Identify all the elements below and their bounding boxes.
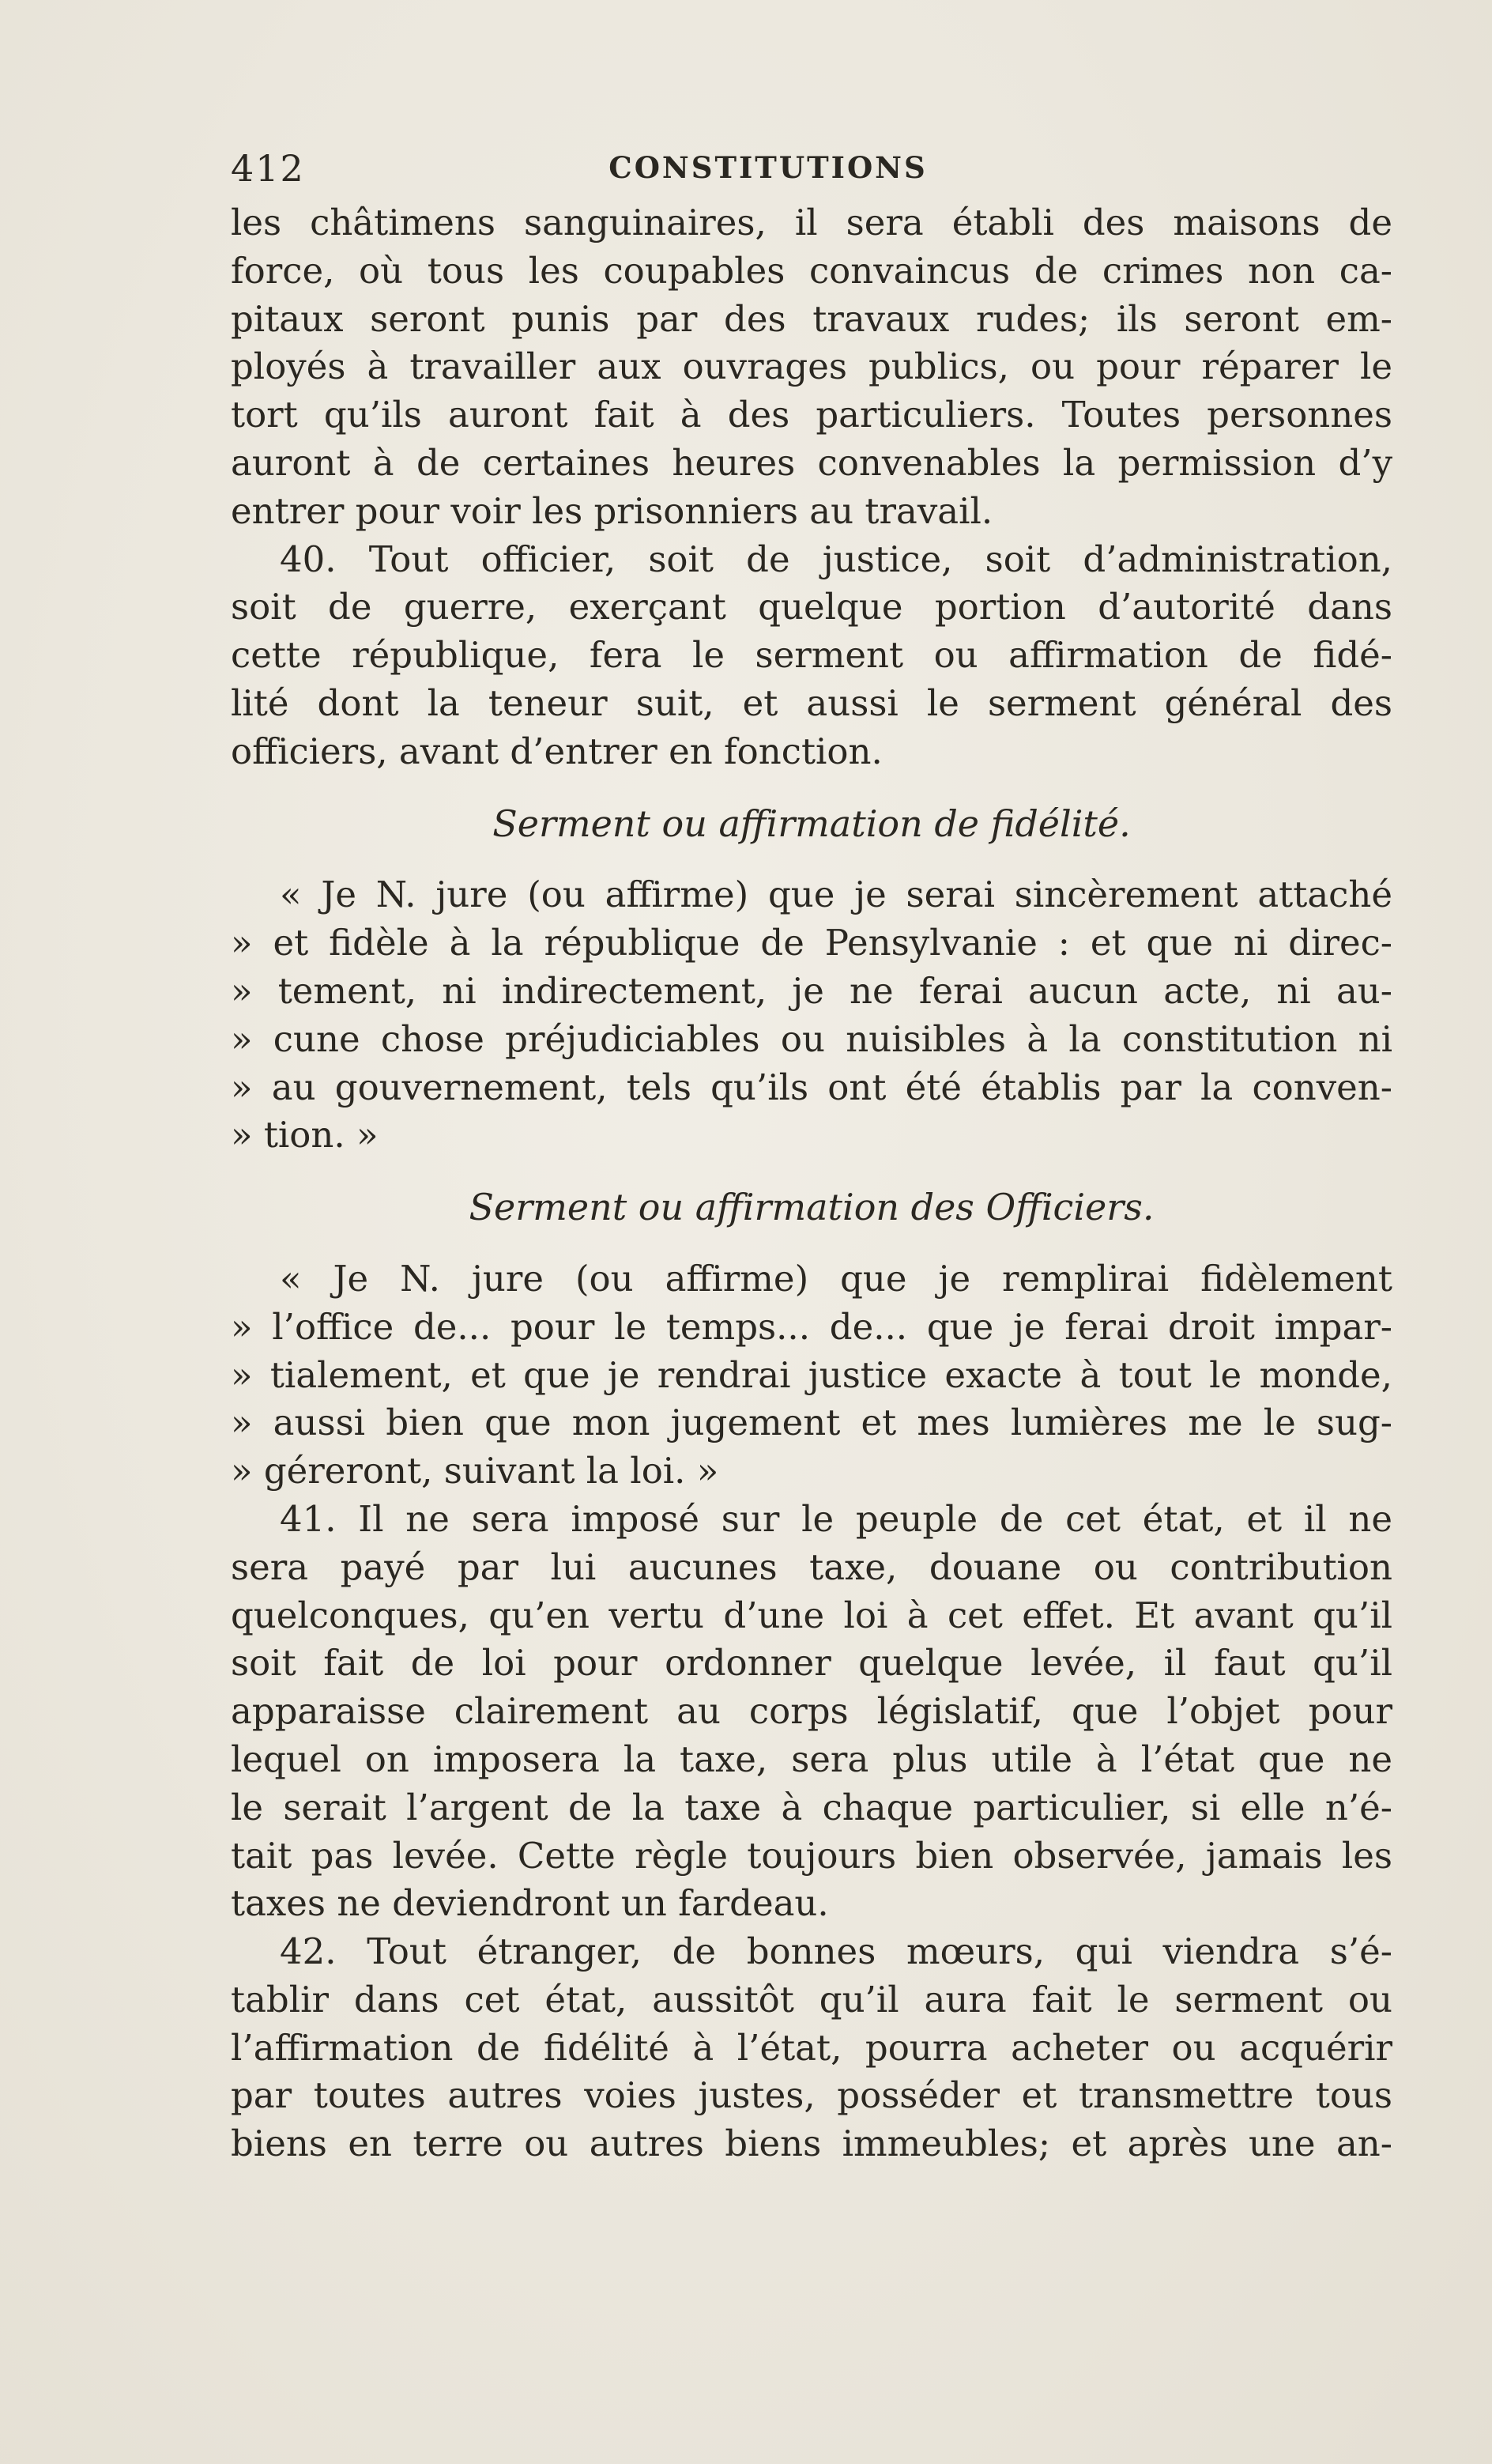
text-line: taxes ne deviendront un fardeau. xyxy=(231,1882,829,1925)
text-line: l’affirmation de fidélité à l’état, pourra acheter ou acquérir xyxy=(231,2026,1392,2069)
text-line: soit fait de loi pour ordonner quelque levée, il faut qu’il xyxy=(231,1642,1392,1685)
text-line: officiers, avant d’entrer en fonction. xyxy=(231,730,883,772)
text-line: soit de guerre, exerçant quelque portion d’autorité dans xyxy=(231,586,1392,628)
oath-title: Serment ou affirmation de fidélité. xyxy=(492,802,1131,845)
text-line: lequel on imposera la taxe, sera plus utile à l’état que ne xyxy=(231,1738,1392,1780)
text-line: » cune chose préjudiciables ou nuisibles à la constitution ni xyxy=(231,1017,1392,1060)
text-line: « Je N. jure (ou affirme) que je remplirai fidèlement xyxy=(280,1257,1392,1300)
oath-quote xyxy=(231,1255,1392,1496)
text-line: 41. Il ne sera imposé sur le peuple de cet état, et il ne xyxy=(280,1497,1392,1540)
oath-title: Serment ou affirmation des Officiers. xyxy=(469,1186,1155,1229)
page-body xyxy=(231,199,1392,2168)
page-number: 412 xyxy=(231,147,305,190)
text-line: lité dont la teneur suit, et aussi le serment général des xyxy=(231,681,1392,724)
running-title: CONSTITUTIONS xyxy=(608,150,928,185)
page-header xyxy=(231,147,1392,194)
text-line: tait pas levée. Cette règle toujours bien observée, jamais les xyxy=(231,1834,1392,1877)
text-line: quelconques, qu’en vertu d’une loi à cet effet. Et avant qu’il xyxy=(231,1594,1392,1636)
text-line: les châtimens sanguinaires, il sera établi des maisons de xyxy=(231,202,1392,243)
text-line: tort qu’ils auront fait à des particuliers. Toutes personnes xyxy=(231,394,1392,436)
text-line: » au gouvernement, tels qu’ils ont été établis par la conven- xyxy=(231,1066,1392,1108)
text-line: tablir dans cet état, aussitôt qu’il aura fait le serment ou xyxy=(231,1978,1392,2021)
text-line: » tement, ni indirectement, je ne ferai aucun acte, ni au- xyxy=(231,969,1392,1012)
text-line: sera payé par lui aucunes taxe, douane ou contribution xyxy=(231,1545,1392,1588)
text-line: « Je N. jure (ou affirme) que je serai sincèrement attaché xyxy=(280,874,1392,916)
text-line: ployés à travailler aux ouvrages publics, ou pour réparer le xyxy=(231,345,1392,388)
text-line: auront à de certaines heures convenables la permission d’y xyxy=(231,441,1392,484)
paragraph xyxy=(231,536,1392,776)
text-line: » l’office de... pour le temps... de... que je ferai droit impar- xyxy=(231,1305,1392,1348)
text-line: le serait l’argent de la taxe à chaque particulier, si elle n’é- xyxy=(231,1786,1392,1828)
text-line: force, où tous les coupables convaincus de crimes non ca- xyxy=(231,249,1392,292)
text-line: entrer pour voir les prisonniers au travail. xyxy=(231,489,993,532)
text-line: par toutes autres voies justes, posséder et transmettre tous xyxy=(231,2074,1392,2117)
paragraph xyxy=(231,199,1392,536)
text-line: cette république, fera le serment ou affirmation de fidé- xyxy=(231,634,1392,677)
text-line: » tialement, et que je rendrai justice exacte à tout le monde, xyxy=(231,1353,1392,1396)
text-line: biens en terre ou autres biens immeubles; et après une an- xyxy=(231,2123,1392,2165)
text-line: pitaux seront punis par des travaux rudes; ils seront em- xyxy=(231,297,1392,340)
text-line: » géreront, suivant la loi. » xyxy=(231,1450,719,1492)
text-line: » tion. » xyxy=(231,1114,379,1157)
text-line: apparaisse clairement au corps législatif, que l’objet pour xyxy=(231,1690,1392,1733)
text-line: 42. Tout étranger, de bonnes mœurs, qui viendra s’é- xyxy=(280,1930,1392,1973)
text-line: » aussi bien que mon jugement et mes lumières me le sug- xyxy=(231,1402,1392,1444)
oath-quote xyxy=(231,871,1392,1160)
paragraph xyxy=(231,1928,1392,2168)
paragraph xyxy=(231,1496,1392,1928)
text-line: » et fidèle à la république de Pensylvanie : et que ni direc- xyxy=(231,922,1392,964)
text-line: 40. Tout officier, soit de justice, soit d’administration, xyxy=(280,538,1392,580)
